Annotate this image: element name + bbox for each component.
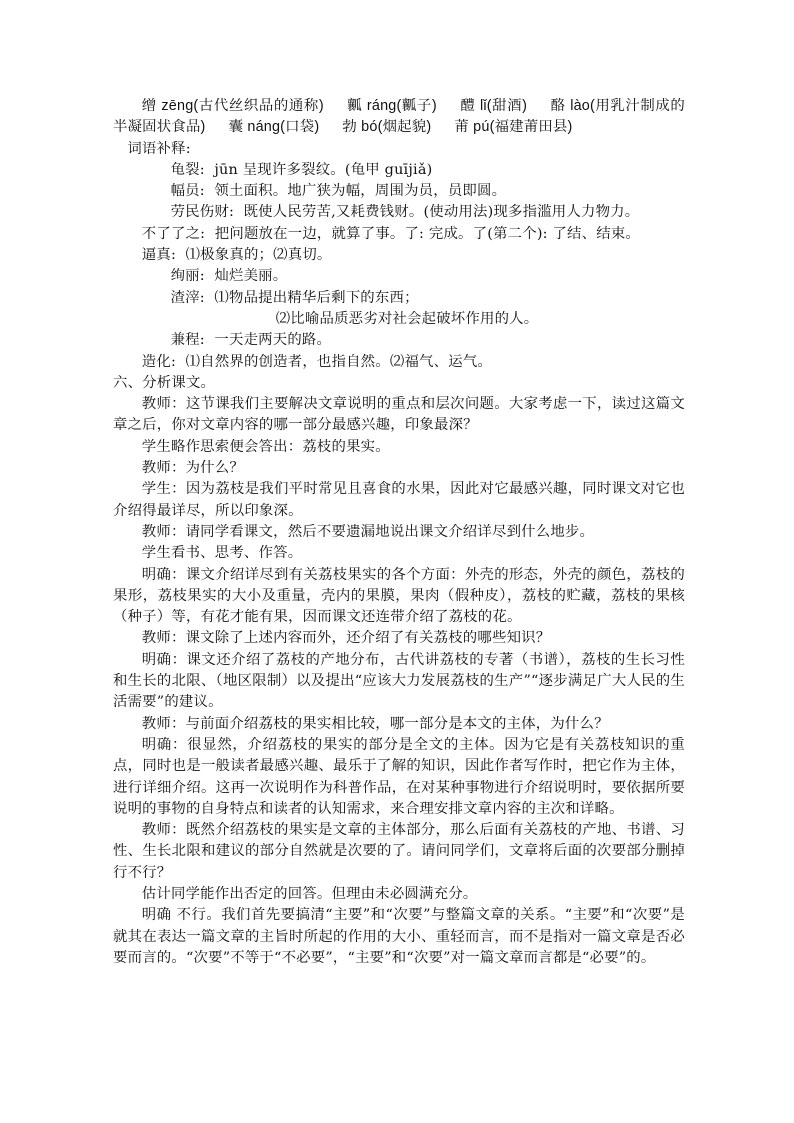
vocab-term: 绚丽: (170, 268, 205, 285)
glossary-entry: 缯 zēng(古代丝织品的通称) (141, 98, 324, 114)
vocab-term: 逼真: (141, 247, 177, 264)
vocab-entry (113, 245, 685, 266)
dialogue-paragraph: 教师：这节课我们主要解决文章说明的重点和层次问题。大家考虑一下，读过这篇文章之后，你对文章内容的哪一部分最感兴趣，印象最深？ (113, 396, 685, 434)
dialogue-paragraph: 教师：与前面介绍荔枝的果实相比较，哪一部分是本文的主体，为什么？ (141, 715, 609, 732)
vocab-entry (113, 202, 685, 223)
vocab-definition: 领土面积。地广狭为幅，周围为员，员即圆。 (214, 183, 507, 200)
character-glossary (113, 96, 685, 139)
vocab-definition: ⑴极象真的；⑵真切。 (185, 247, 332, 264)
vocab-term: 不了了之: (141, 225, 206, 242)
dialogue-paragraph: 教师：为什么？ (141, 460, 244, 477)
dialogue-paragraph: 明确：课文还介绍了荔枝的产地分布，古代讲荔枝的专著（书谱），荔枝的生长习性和生长的北限、（地区限制）以及提出“应该大力发展荔枝的生产”“逐步满足广大人民的生活需要”的建议。 (113, 651, 685, 711)
vocab-entry (113, 266, 685, 287)
dialogue-paragraph: 明确 不行。我们首先要搞清“主要”和“次要”与整篇文章的关系。“主要”和“次要”是就其在表达一篇文章的主旨时所起的作用的大小、重轻而言，而不是指对一篇文章是否必要而言的。“次要”不等于“不必要”，“主要”和“次要”对一篇文章而言都是“必要”的。 (113, 907, 685, 966)
dialogue-paragraph: 明确：很显然，介绍荔枝的果实的部分是全文的主体。因为它是有关荔枝知识的重点，同时也是一般读者最感兴趣、最乐于了解的知识，因此作者写作时，把它作为主体，进行详细介绍。这再一次说明作为科普作品，在对某种事物进行介绍说明时，要依据所要说明的事物的自身特点和读者的认知需求，来合理安排文章内容的主次和详略。 (113, 736, 685, 817)
document-body (113, 96, 685, 969)
vocab-heading: 词语补释: (127, 140, 191, 157)
vocab-entry (113, 181, 685, 202)
vocab-definition: jūn 呈现许多裂纹。(龟甲 guījiǎ) (214, 161, 433, 178)
vocab-term: 渣滓: (170, 289, 205, 306)
glossary-entry: 醴 lǐ(甜酒) (459, 98, 528, 114)
dialogue-paragraph: 估计同学能作出否定的回答。但理由未必圆满充分。 (141, 885, 478, 902)
vocab-term: 幅员: (170, 183, 205, 200)
vocab-entry (113, 160, 685, 181)
glossary-entry: 瓤 ráng(瓤子) (346, 98, 437, 114)
vocab-definition: 灿烂美丽。 (214, 268, 288, 285)
dialogue-paragraph: 学生：因为荔枝是我们平时常见且喜食的水果，因此对它最感兴趣，同时课文对它也介绍得最详尽，所以印象深。 (113, 481, 685, 519)
vocab-term: 龟裂: (170, 161, 205, 178)
glossary-entry: 勃 bó(烟起貌) (342, 119, 432, 136)
vocab-term: 兼程: (170, 332, 205, 349)
dialogue-paragraph: 教师：请同学看课文，然后不要遗漏地说出课文介绍详尽到什么地步。 (141, 523, 595, 540)
vocab-definition: 既使人民劳苦,又耗费钱财。(使动用法)现多指滥用人力物力。 (243, 204, 640, 221)
dialogue-paragraph: 学生略作思索便会答出：荔枝的果实。 (141, 438, 390, 455)
vocab-definition: ⑵比喻品质恶劣对社会起破坏作用的人。 (275, 310, 539, 327)
vocab-entry (113, 352, 685, 373)
vocab-entry (113, 224, 685, 245)
vocab-definition: ⑴自然界的创造者，也指自然。⑵福气、运气。 (185, 353, 492, 370)
vocab-definition: 把问题放在一边，就算了事。了: 完成。了(第二个): 了结、结束。 (214, 225, 641, 242)
vocab-definition: ⑴物品提出精华后剩下的东西； (214, 289, 419, 306)
glossary-entry: 莆 pú(福建莆田县) (454, 119, 573, 136)
vocab-definition: 一天走两天的路。 (214, 332, 332, 349)
glossary-entry: 囊 náng(口袋) (228, 119, 320, 136)
vocab-term: 劳民伤财: (170, 204, 235, 221)
vocab-entry (113, 288, 685, 309)
glossary-entry: 酪 lào(用乳汁制成的半凝固状食品) (113, 98, 685, 136)
vocab-term: 造化: (141, 353, 177, 370)
dialogue-paragraph: 明确：课文介绍详尽到有关荔枝果实的各个方面：外壳的形态，外壳的颜色，荔枝的果形，荔枝果实的大小及重量，壳内的果膜，果肉（假种皮），荔枝的贮藏，荔枝的果核（种子）等，有花才能有果，因而课文还连带介绍了荔枝的花。 (113, 566, 685, 626)
dialogue-paragraph: 教师：课文除了上述内容而外，还介绍了有关荔枝的哪些知识？ (141, 630, 551, 647)
vocab-entry (113, 309, 685, 330)
vocab-entry (113, 330, 685, 351)
section-title: 六、分析课文。 (113, 374, 216, 391)
dialogue-paragraph: 教师：既然介绍荔枝的果实是文章的主体部分，那么后面有关荔枝的产地、书谱、习性、生长北限和建议的部分自然就是次要的了。请问同学们，文章将后面的次要部分删掉行不行？ (113, 822, 685, 881)
dialogue-paragraph: 学生看书、思考、作答。 (141, 545, 303, 562)
